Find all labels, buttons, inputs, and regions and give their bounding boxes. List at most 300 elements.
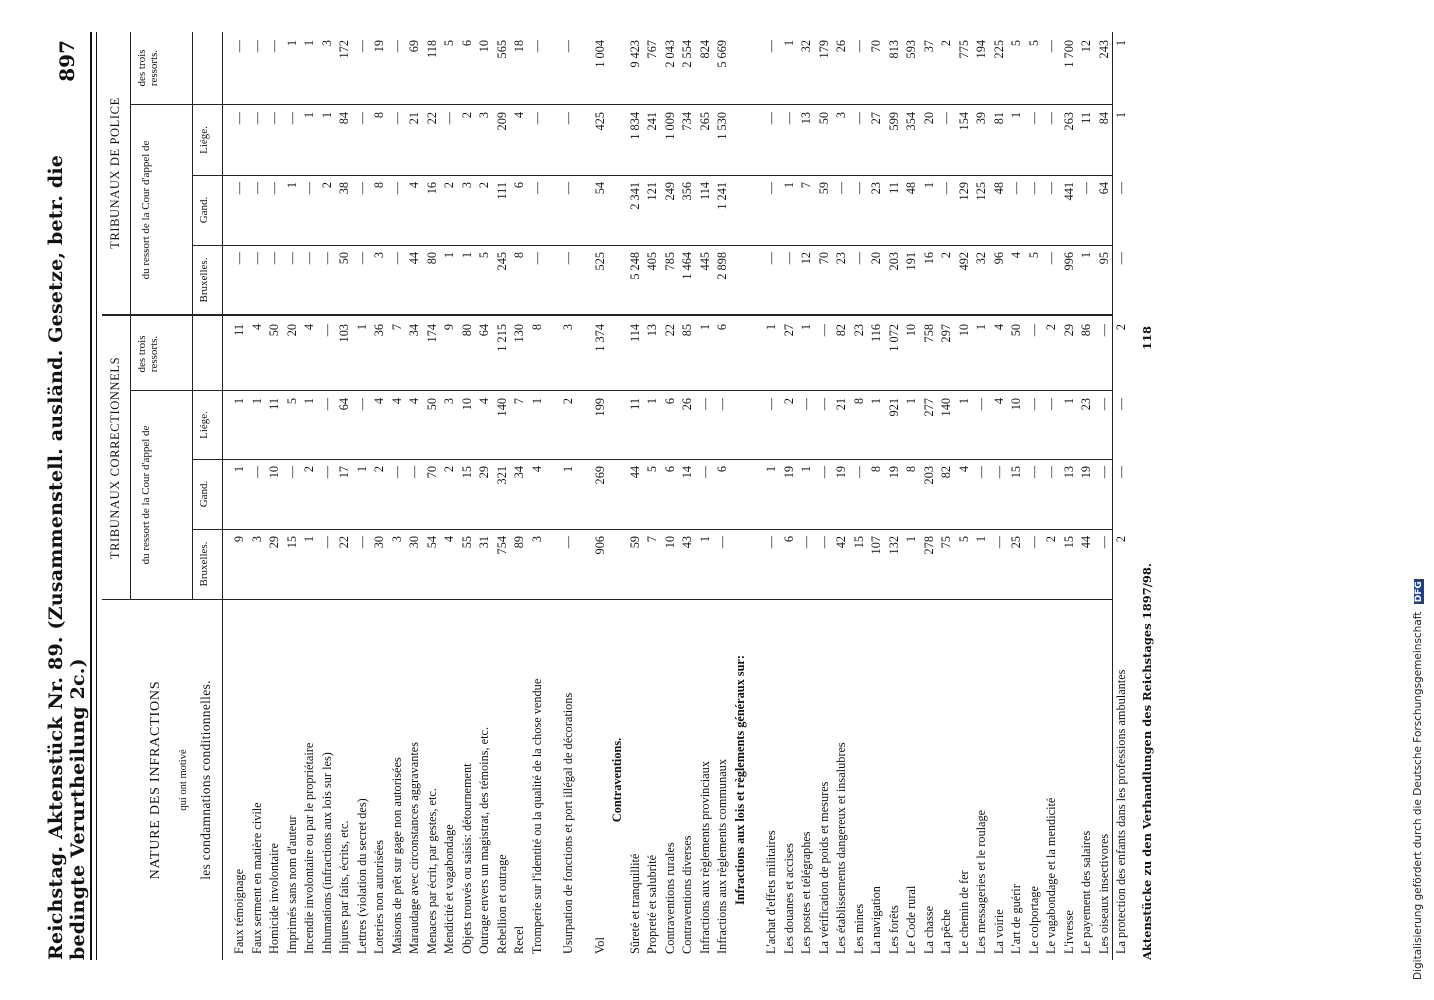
row-label: Faux serment en matière civile (249, 802, 264, 954)
table-cell: 1 (232, 398, 246, 405)
row-label: Imprimés sans nom d'auteur (284, 815, 299, 954)
row-label: Les forêts (886, 905, 901, 954)
row-label: Les mines (851, 903, 866, 954)
des-trois-2: des trois ressorts. (136, 49, 160, 87)
table-cell: 27 (869, 112, 883, 125)
grid-line (130, 104, 1112, 105)
row-label: Rebellion et outrage (494, 854, 509, 954)
table-cell: 17 (337, 466, 351, 479)
table-cell: 2 (781, 398, 796, 405)
table-cell: 48 (991, 182, 1006, 195)
table-cell: 50 (337, 252, 351, 265)
table-cell: 50 (267, 324, 281, 337)
table-cell: 10 (956, 324, 971, 337)
table-cell: — (851, 40, 866, 53)
table-cell: 5 (477, 252, 491, 259)
table-cell (610, 466, 624, 526)
table-cell: — (834, 182, 848, 195)
table-cell: 525 (592, 252, 607, 271)
table-cell: — (799, 536, 813, 549)
table-cell: 203 (886, 252, 901, 271)
table-cell: 23 (869, 182, 883, 195)
header-title: Reichstag. Aktenstück Nr. 89. (Zusammenstell. ausländ. Gesetze, betr. die bedingte Verurtheilung 2c.) (45, 154, 89, 960)
table-cell: 1 (529, 398, 544, 405)
table-cell: 4 (991, 398, 1006, 405)
table-cell: — (232, 112, 246, 125)
table-cell: — (816, 398, 831, 411)
table-cell: 2 (1114, 324, 1128, 331)
row-label: L'achat d'effets militaires (764, 830, 778, 954)
table-cell: 174 (424, 324, 439, 343)
table-cell: — (1044, 252, 1058, 265)
col-liege-1: Liége. (198, 411, 210, 439)
table-cell: 6 (512, 182, 526, 189)
table-cell: 64 (477, 324, 491, 337)
table-cell: 85 (680, 324, 694, 337)
table-cell: 107 (869, 536, 883, 555)
table-cell: 50 (424, 398, 439, 411)
table-cell: 1 700 (1061, 40, 1076, 68)
row-label: Recel (512, 926, 526, 954)
table-cell: 59 (627, 536, 642, 549)
table-cell: — (302, 182, 316, 195)
table-cell: — (1044, 398, 1058, 411)
table-cell: 767 (645, 40, 659, 59)
table-cell: 1 (1114, 40, 1128, 47)
table-cell: — (1044, 182, 1058, 195)
row-label: Maisons de prêt sur gage non autorisées (389, 757, 404, 954)
table-cell: — (249, 252, 264, 265)
table-cell: 1 374 (592, 324, 607, 352)
table-cell: — (389, 40, 404, 53)
nature-subheading-2: les condamnations conditionnelles. (198, 680, 213, 880)
group-correctionnels-title: TRIBUNAUX CORRECTIONNELS (108, 356, 122, 560)
row-label: Sûreté et tranquillité (627, 853, 642, 954)
table-cell: 2 (939, 40, 953, 47)
table-cell: 19 (781, 466, 796, 479)
table-cell: — (561, 40, 575, 53)
table-cell: 18 (512, 40, 526, 53)
table-cell: 34 (407, 324, 421, 337)
table-cell: — (1096, 536, 1111, 549)
table-cell: 1 (764, 466, 778, 473)
table-cell: 3 (561, 324, 575, 331)
table-cell: 8 (372, 182, 386, 189)
sheet-number: 118 (1140, 325, 1154, 350)
table-cell: 1 215 (494, 324, 509, 352)
des-trois-1: des trois ressorts. (136, 335, 160, 373)
table-cell: 70 (816, 252, 831, 265)
table-cell: 1 (354, 324, 369, 331)
table-cell: — (267, 112, 281, 125)
table-cell: 54 (424, 536, 439, 549)
row-label: Contraventions diverses (680, 835, 694, 954)
table-cell: — (851, 112, 866, 125)
grid-line (192, 529, 1112, 530)
table-cell: 75 (939, 536, 953, 549)
table-cell: 441 (1061, 182, 1076, 201)
table-cell: 1 (904, 398, 918, 405)
row-label: La pêche (939, 909, 953, 954)
table-cell: 80 (424, 252, 439, 265)
table-cell: 6 (459, 40, 474, 47)
table-cell: 3 (459, 182, 474, 189)
row-label: Les messageries et le roulage (974, 809, 988, 954)
grid-line (130, 390, 1112, 391)
header-rule (90, 32, 92, 960)
row-label: L'ivresse (1061, 910, 1076, 954)
table-cell: 50 (816, 112, 831, 125)
table-cell: 44 (1079, 536, 1093, 549)
table-cell: 4 (302, 324, 316, 331)
table-cell: — (354, 252, 369, 265)
table-cell: 6 (715, 466, 729, 473)
table-cell: 114 (627, 324, 642, 342)
table-cell: 593 (904, 40, 918, 59)
table-cell: 1 464 (680, 252, 694, 280)
table-cell: 1 (232, 466, 246, 473)
row-label: La voirie (991, 909, 1006, 954)
table-cell: 5 (442, 40, 456, 47)
row-label: Le vagabondage et la mendicité (1044, 797, 1058, 954)
table-cell: — (764, 112, 778, 125)
table-cell: 6 (662, 398, 677, 405)
col-bruxelles-1: Bruxelles. (198, 541, 210, 587)
table-cell: 9 (232, 536, 246, 543)
table-cell: 82 (939, 466, 953, 479)
table-cell: 1 (1114, 112, 1128, 119)
table-cell: — (529, 40, 544, 53)
table-cell: 19 (834, 466, 848, 479)
table-cell (733, 40, 747, 100)
table-cell: 21 (407, 112, 421, 125)
table-cell: 96 (991, 252, 1006, 265)
table-cell: 43 (680, 536, 694, 549)
grid-line (192, 32, 193, 600)
table-cell: 19 (372, 40, 386, 53)
table-cell: — (267, 40, 281, 53)
row-label: Incendie involontaire ou par le propriétaire (302, 742, 316, 954)
table-cell: — (974, 466, 988, 479)
table-cell: — (851, 466, 866, 479)
table-cell: — (1009, 182, 1023, 195)
row-label: Le payement des salaires (1079, 830, 1093, 954)
table-cell: 405 (645, 252, 659, 271)
table-cell: — (319, 466, 334, 479)
table-cell: — (1026, 112, 1041, 125)
col-gand-2: Gand. (198, 196, 210, 224)
table-cell: — (1026, 324, 1041, 337)
table-cell (733, 536, 747, 596)
table-cell: 2 (1044, 324, 1058, 331)
table-cell: — (389, 466, 404, 479)
table-cell: — (284, 466, 299, 479)
table-cell: — (249, 112, 264, 125)
table-cell: 32 (799, 40, 813, 53)
table-cell: 1 (1009, 112, 1023, 119)
table-cell: 4 (389, 398, 404, 405)
row-label: Injures par faits, écrits, etc. (337, 820, 351, 954)
row-label: Le colportage (1026, 886, 1041, 954)
table-cell: 4 (991, 324, 1006, 331)
table-cell: 81 (991, 112, 1006, 125)
grid-line (192, 175, 1112, 176)
table-cell: 734 (680, 112, 694, 131)
table-cell: 278 (921, 536, 936, 555)
table-cell: 1 (645, 398, 659, 405)
table-cell: 70 (424, 466, 439, 479)
row-label: Propreté et salubrité (645, 854, 659, 954)
table-cell: 1 (697, 324, 712, 331)
table-cell: 129 (956, 182, 971, 201)
row-label: La protection des enfants dans les professions ambulantes (1114, 669, 1128, 954)
table-cell: — (249, 40, 264, 53)
table-cell: 1 (921, 182, 936, 189)
table-cell: 118 (424, 40, 439, 58)
table-cell: 5 248 (627, 252, 642, 280)
table-cell: — (529, 112, 544, 125)
table-cell: — (284, 112, 299, 125)
col-liege-2: Liége. (198, 126, 210, 154)
nature-subheading: qui ont motivé (178, 749, 189, 811)
table-cell: 19 (1079, 466, 1093, 479)
table-cell: 10 (904, 324, 918, 337)
group-police-title: TRIBUNAUX DE POLICE (108, 97, 122, 249)
table-cell (610, 40, 624, 100)
row-label: Menaces par écrit, par gestes, etc. (424, 788, 439, 954)
table-cell: 20 (869, 252, 883, 265)
table-cell: 10 (459, 398, 474, 411)
table-cell: — (1114, 398, 1128, 411)
table-cell: 2 043 (662, 40, 677, 68)
table-cell: 38 (337, 182, 351, 195)
table-cell: 209 (494, 112, 509, 131)
table-cell: 27 (781, 324, 796, 337)
table-cell: 492 (956, 252, 971, 271)
table-cell: — (407, 466, 421, 479)
table-cell: 1 (302, 536, 316, 543)
table-cell: — (1026, 466, 1041, 479)
table-cell: 2 (1114, 536, 1128, 543)
row-label: Mendicité et vagabondage (442, 824, 456, 954)
table-cell: — (284, 252, 299, 265)
table-cell: — (715, 398, 729, 411)
table-cell: 11 (1079, 112, 1093, 124)
table-cell: — (389, 182, 404, 195)
table-cell: 59 (816, 182, 831, 195)
table-cell: 203 (921, 466, 936, 485)
table-cell: 22 (424, 112, 439, 125)
table-cell: 2 341 (627, 182, 642, 210)
table-cell: 29 (1061, 324, 1076, 337)
table-cell: 95 (1096, 252, 1111, 265)
table-cell: 30 (407, 536, 421, 549)
table-cell: 89 (512, 536, 526, 549)
table-cell: 8 (512, 252, 526, 259)
table-cell: — (939, 112, 953, 125)
table-cell: 8 (869, 466, 883, 473)
table-cell: 116 (869, 324, 883, 342)
table-cell: — (764, 398, 778, 411)
table-cell: — (1114, 182, 1128, 195)
table-cell: 25 (1009, 536, 1023, 549)
table-cell: 11 (232, 324, 246, 336)
table-cell: 2 (302, 466, 316, 473)
table-cell: 5 (1026, 40, 1041, 47)
table-cell: 3 (389, 536, 404, 543)
table-cell: 86 (1079, 324, 1093, 337)
table-cell: 29 (267, 536, 281, 549)
table-cell: 4 (407, 398, 421, 405)
table-cell: 13 (1061, 466, 1076, 479)
table-cell: — (1026, 536, 1041, 549)
table-cell: — (816, 466, 831, 479)
table-cell: — (319, 536, 334, 549)
table-cell: 7 (389, 324, 404, 331)
table-cell: — (974, 398, 988, 411)
table-cell: 754 (494, 536, 509, 555)
table-cell: 921 (886, 398, 901, 417)
table-cell: 34 (512, 466, 526, 479)
table-cell: 31 (477, 536, 491, 549)
table-cell: 29 (477, 466, 491, 479)
page-number: 897 (55, 40, 79, 82)
table-cell: 70 (869, 40, 883, 53)
table-cell: 36 (372, 324, 386, 337)
table-cell: 194 (974, 40, 988, 59)
table-cell (610, 536, 624, 596)
table-cell: 249 (662, 182, 677, 201)
table-cell: 2 (1044, 536, 1058, 543)
table-cell: — (851, 252, 866, 265)
table-cell: 199 (592, 398, 607, 417)
row-label: Lettres (violation du secret des) (354, 798, 369, 954)
table-cell: — (991, 536, 1006, 549)
grid-line (1112, 32, 1113, 960)
row-label: Contraventions rurales (662, 842, 677, 954)
table-cell: — (816, 536, 831, 549)
table-cell: 12 (799, 252, 813, 265)
table-cell: — (319, 252, 334, 265)
table-cell: 13 (645, 324, 659, 337)
table-cell: 22 (662, 324, 677, 337)
table-cell: 1 (869, 398, 883, 405)
table-cell: 3 (249, 536, 264, 543)
row-label: Contraventions. (610, 737, 624, 823)
table-cell: 22 (337, 536, 351, 549)
table-cell: 6 (781, 536, 796, 543)
table-cell: 16 (424, 182, 439, 195)
table-cell: 775 (956, 40, 971, 59)
table-cell: — (1079, 182, 1093, 195)
table-cell (733, 398, 747, 458)
table-cell: 23 (1079, 398, 1093, 411)
table-cell: 15 (1061, 536, 1076, 549)
table-cell: 1 530 (715, 112, 729, 140)
table-cell: — (1096, 324, 1111, 337)
table-cell: 111 (494, 182, 509, 200)
row-label: Le chemin de fer (956, 870, 971, 954)
table-cell: 10 (1009, 398, 1023, 411)
table-cell: — (1114, 466, 1128, 479)
table-cell: 48 (904, 182, 918, 195)
table-cell: 1 004 (592, 40, 607, 68)
row-label: L'art de guérir (1009, 884, 1023, 954)
table-cell (733, 252, 747, 312)
table-cell: 9 (442, 324, 456, 331)
table-cell: 599 (886, 112, 901, 131)
table-cell: 4 (529, 466, 544, 473)
table-cell: 1 (319, 112, 334, 119)
table-cell: — (764, 252, 778, 265)
table-cell: 20 (284, 324, 299, 337)
table-cell: 15 (459, 466, 474, 479)
table-cell: 4 (442, 536, 456, 543)
table-cell: — (991, 466, 1006, 479)
table-cell: — (764, 536, 778, 549)
table-cell: 125 (974, 182, 988, 201)
table-cell: 243 (1096, 40, 1111, 59)
row-label: Objets trouvés ou saisis: détournement (459, 763, 474, 954)
row-label: Outrage envers un magistrat, des témoins, etc. (477, 726, 491, 954)
table-cell: 26 (680, 398, 694, 411)
table-cell: 1 (442, 252, 456, 259)
table-cell: — (442, 112, 456, 125)
table-cell: 4 (512, 112, 526, 119)
table-cell: 30 (372, 536, 386, 549)
table-cell: 2 (319, 182, 334, 189)
row-label: Les oiseaux insectivores (1096, 833, 1111, 954)
table-cell: 5 (1009, 40, 1023, 47)
table-cell: — (1114, 252, 1128, 265)
table-cell: 5 (1026, 252, 1041, 259)
table-cell: 16 (921, 252, 936, 265)
row-label: Loteries non autorisées (372, 839, 386, 954)
table-cell: 69 (407, 40, 421, 53)
row-label: Les douanes et accises (781, 843, 796, 954)
table-cell: 2 554 (680, 40, 694, 68)
table-cell: — (816, 324, 831, 337)
table-cell: — (764, 182, 778, 195)
table-cell: — (249, 182, 264, 195)
table-cell: 7 (645, 536, 659, 543)
table-cell: 4 (249, 324, 264, 331)
table-cell: 1 (974, 536, 988, 543)
table-cell: 82 (834, 324, 848, 337)
table-cell: 1 (904, 536, 918, 543)
table-cell: — (697, 466, 712, 479)
table-cell: 269 (592, 466, 607, 485)
table-cell: 154 (956, 112, 971, 131)
row-label: Maraudage avec circonstances aggravantes (407, 741, 421, 954)
ressort-label-1: du ressort de la Cour d'appel de (140, 425, 152, 565)
table-cell: — (232, 252, 246, 265)
table-cell: 23 (834, 252, 848, 265)
table-cell: 6 (662, 466, 677, 473)
table-cell: — (781, 112, 796, 125)
table-cell: — (561, 536, 575, 549)
table-cell: 2 (561, 398, 575, 405)
table-cell: 1 834 (627, 112, 642, 140)
table-cell: — (249, 466, 264, 479)
table-cell: 445 (697, 252, 712, 271)
table-cell: 80 (459, 324, 474, 337)
running-header (45, 40, 89, 960)
table-cell: — (561, 182, 575, 195)
table-cell: 2 (939, 252, 953, 259)
table-cell (733, 324, 747, 384)
table-cell: 785 (662, 252, 677, 271)
